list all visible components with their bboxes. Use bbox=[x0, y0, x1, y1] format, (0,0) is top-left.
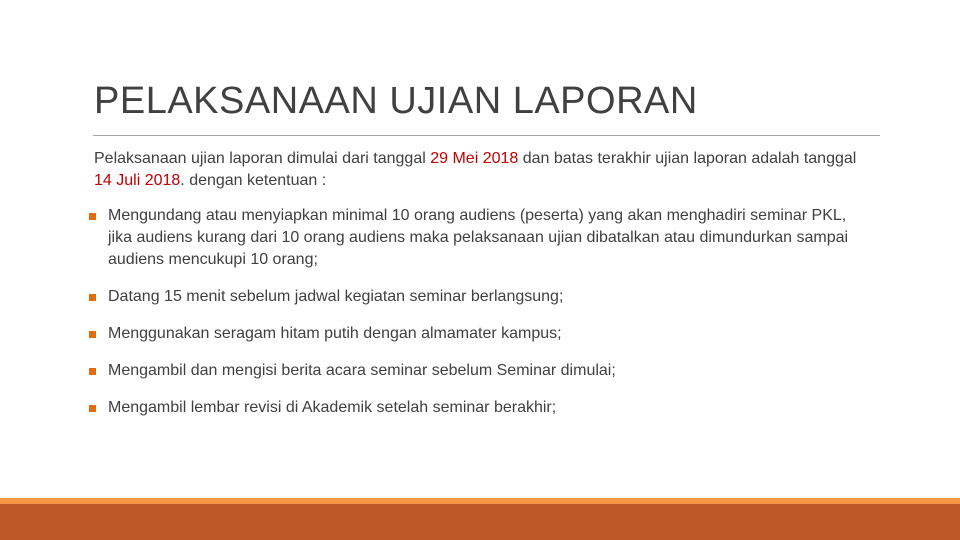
intro-text-part3: . dengan ketentuan : bbox=[180, 172, 327, 189]
square-bullet-icon bbox=[89, 368, 96, 375]
list-item-text: Mengundang atau menyiapkan minimal 10 orang audiens (peserta) yang akan menghadiri seminar PKL, jika audiens kurang dari 10 orang audiens maka pelaksanaan ujian dibatalkan atau dimundurkan sampai audiens mencukupi 10 orang; bbox=[108, 207, 849, 268]
slide-title: PELAKSANAAN UJIAN LAPORAN bbox=[94, 80, 698, 122]
footer-bar bbox=[0, 504, 960, 540]
list-item-text: Mengambil lembar revisi di Akademik setelah seminar berakhir; bbox=[108, 399, 557, 416]
list-item-text: Mengambil dan mengisi berita acara seminar sebelum Seminar dimulai; bbox=[108, 362, 616, 379]
list-item-text: Datang 15 menit sebelum jadwal kegiatan seminar berlangsung; bbox=[108, 288, 564, 305]
requirements-list bbox=[86, 205, 866, 419]
intro-text-part2: dan batas terakhir ujian laporan adalah tanggal bbox=[518, 150, 857, 167]
square-bullet-icon bbox=[89, 213, 96, 220]
title-divider bbox=[93, 135, 880, 136]
list-item bbox=[86, 286, 866, 308]
end-date: 14 Juli 2018 bbox=[94, 172, 181, 189]
intro-text-part1: Pelaksanaan ujian laporan dimulai dari tanggal bbox=[94, 150, 431, 167]
list-item-text: Menggunakan seragam hitam putih dengan almamater kampus; bbox=[108, 325, 562, 342]
intro-paragraph bbox=[94, 148, 874, 192]
start-date: 29 Mei 2018 bbox=[430, 150, 519, 167]
square-bullet-icon bbox=[89, 405, 96, 412]
list-item bbox=[86, 360, 866, 382]
list-item bbox=[86, 205, 866, 271]
square-bullet-icon bbox=[89, 294, 96, 301]
list-item bbox=[86, 397, 866, 419]
list-item bbox=[86, 323, 866, 345]
square-bullet-icon bbox=[89, 331, 96, 338]
